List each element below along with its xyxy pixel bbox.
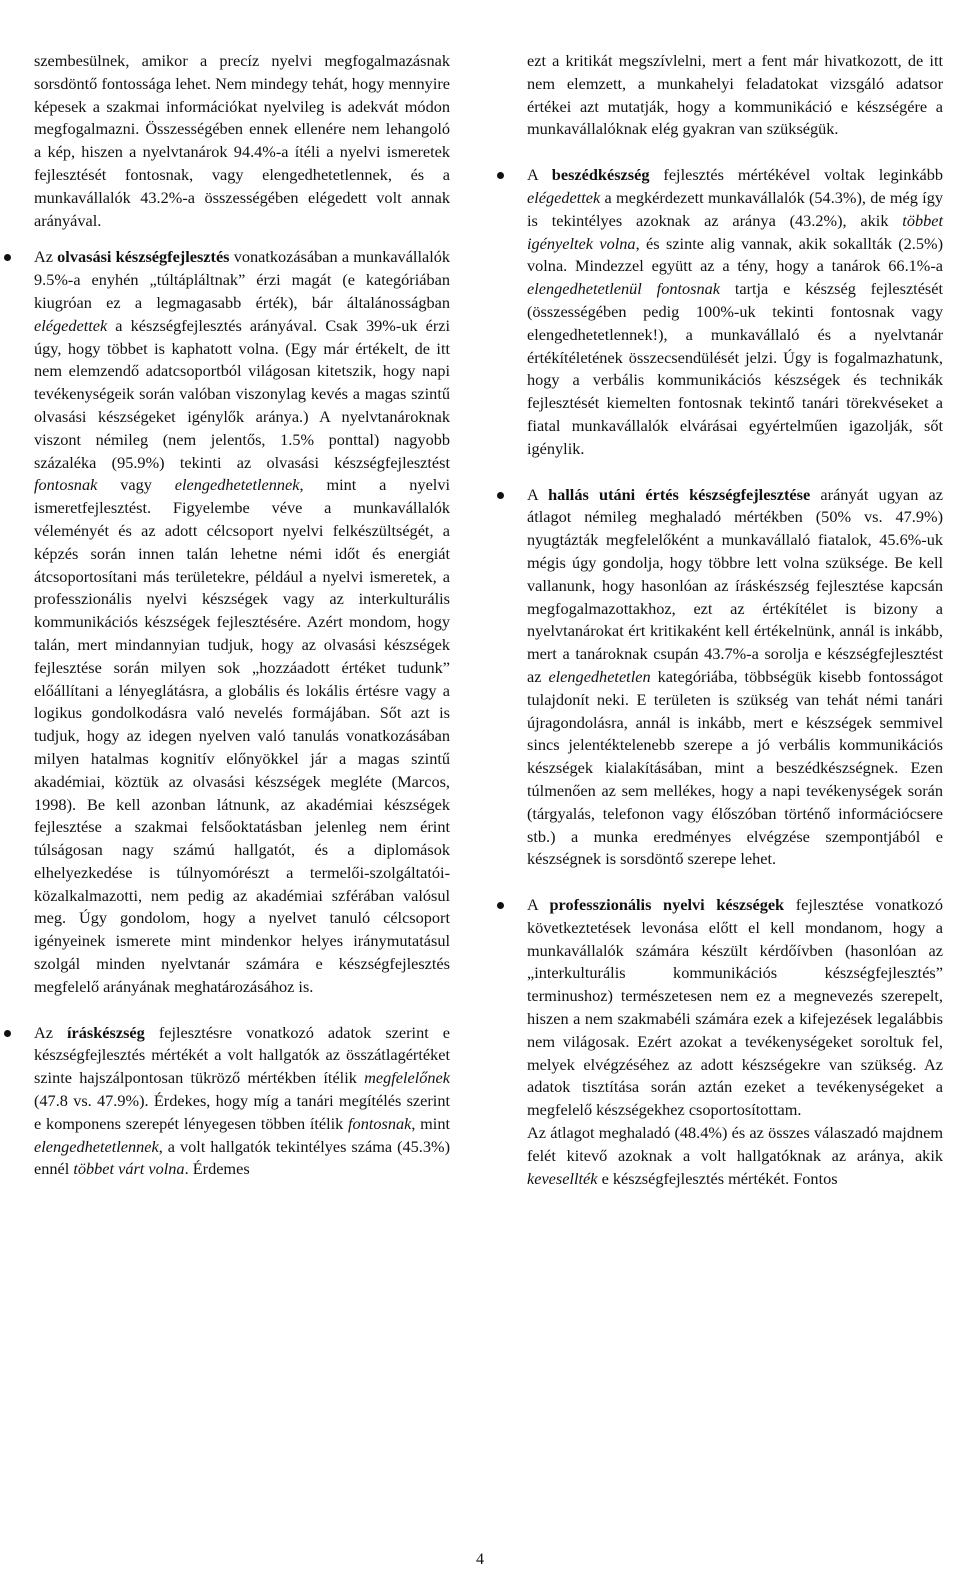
bullet-dot-icon	[4, 1030, 11, 1037]
bullet-listening-skills	[527, 484, 943, 872]
right-column	[527, 50, 943, 1190]
bullet-reading-skills	[34, 246, 450, 998]
professional-skills-paragraph-2: Az átlagot meghaladó (48.4%) és az összes válaszadó majdnem felét kitevő azoknak a volt hallgatóknak az aránya, akik kevesellték e készségfejlesztés mértékét. Fontos	[527, 1123, 943, 1188]
bullet-dot-icon	[497, 492, 504, 499]
bullet-dot-icon	[497, 172, 504, 179]
left-intro-paragraph: szembesülnek, amikor a precíz nyelvi megfogalmazásnak sorsdöntő fontossága lehet. Nem mindegy tehát, hogy mennyire képesek a szakmai információkat nyelvileg is adekvát módon megfogalmazni. Összességében ennek ellenére nem lehangoló a kép, hiszen a nyelvtanárok 94.4%-a ítéli a nyelvi ismeretek fejlesztését fontosnak, vagy elengedhetetlennek, és a munkavállalók 43.2%-a összességében elégedett volt annak arányával.	[34, 51, 450, 230]
listening-skills-paragraph: A hallás utáni értés készségfejlesztése arányát ugyan az átlagot némileg meghaladó mértékben (50% vs. 47.9%) nyugtázták megfelelőként a munkavállaló fiatalok, 45.6%-uk mégis úgy gondolja, hogy többre lett volna szüksége. Be kell vallanunk, hogy hasonlóan az íráskészség fejlesztése kapcsán megfogalmazottakhoz, ezt az értékítélet is bizony a nyelvtanárokat ért kritikaként kell értékelnünk, annál is inkább, mert a tanároknak csupán 43.7%-a sorolja e készségfejlesztést az elengedhetetlen kategóriába, többségük kisebb fontosságot tulajdonít neki. E területen is szükség van tehát némi tanári újragondolásra, annál is inkább, mert e készségek semmivel sincs jelentéktelenebb szerepe a jó verbális kommunikációs készségek kialakításában, mint a beszédkészségnek. Ezen túlmenően az sem mellékes, hogy a napi tevékenységek során (tárgyalás, telefonon vagy élőszóban történő információcsere stb.) a munka eredményes elvégzése szempontjából e készségnek is sorsdöntő szerepe lehet.	[527, 484, 944, 869]
bullet-speaking-skills	[527, 164, 943, 460]
writing-skills-paragraph: Az íráskészség fejlesztésre vonatkozó adatok szerint e készségfejlesztés mértékét a volt hallgatók az összátlagértéket szinte hajszálpontosan tükröző mértékben ítélik megfelelőnek (47.8 vs. 47.9%). Érdekes, hogy míg a tanári megítélés szerint e komponens szerepét lényegesen többen ítélik fontosnak, mint elengedhetetlennek, a volt hallgatók tekintélyes száma (45.3%) ennél többet várt volna. Érdemes	[34, 1022, 450, 1179]
bullet-professional-skills	[527, 894, 943, 1190]
bullet-writing-skills	[34, 1022, 450, 1182]
left-column	[34, 50, 450, 1181]
professional-skills-paragraph: A professzionális nyelvi készségek fejlesztése vonatkozó következtetések levonása előtt el kell mondanom, hogy a munkavállalók számára készült kérdőívben (hasonlóan az „interkulturális kommunikációs készségfejlesztés” terminushoz) természetesen nem ez a megnevezés szerepelt, hiszen a nem szakmabéli számára ezek a kifejezések legalábbis nem világosak. Ezért azokat a tevékenységeket soroltuk fel, melyek elvégzéséhez az adott készségekre van szükség. Az adatok tisztítása során aztán ezeket a tevékenységeket a megfelelő készségekhez csoportosítottam.	[527, 895, 944, 1120]
bullet-dot-icon	[4, 254, 11, 261]
speaking-skills-paragraph: A beszédkészség fejlesztés mértékével voltak leginkább elégedettek a megkérdezett munkavállalók (54.3%), de még így is tekintélyes azoknak az aránya (43.2%), akik többet igényeltek volna, és szinte alig vannak, akik sokallták (2.5%) volna. Mindezzel együtt az a tény, hogy a tanárok 66.1%-a elengedhetetlenül fontosnak tartja e készség fejlesztését (összességében pedig 100%-uk tekinti fontosnak vagy elengedhetetlennek!), a munkavállaló és a nyelvtanár értékítéletének összecsendülését jelzi. Úgy is fogalmazhatunk, hogy a verbális kommunikációs készségek és technikák fejlesztését kiemelten fontosnak tekintő tanári törekvéseket a fiatal munkavállalók elvárásai egyértelműen igazolják, sőt igénylik.	[527, 165, 944, 458]
reading-skills-paragraph: Az olvasási készségfejlesztés vonatkozásában a munkavállalók 9.5%-a enyhén „túltápláltnak” érzi magát (e kategóriában kiugróan ez a legmagasabb érték), bár általánosságban elégedettek a készségfejlesztés arányával. Csak 39%-uk érzi úgy, hogy többet is kaphatott volna. (Egy már értékelt, de itt nem elemzendő adatcsoportból világosan kitetszik, hogy napi tevékenységeik során valóban viszonylag kevés a magas szintű olvasási készségeket igénylők aránya.) A nyelvtanároknak viszont némileg (nem jelentős, 1.5% ponttal) nagyobb százaléka (95.9%) tekinti az olvasási készségfejlesztést fontosnak vagy elengedhetetlennek, mint a nyelvi ismeretfejlesztést. Figyelembe véve a munkavállalók véleményét és az adott célcsoport nyelvi felkészültségét, a képzés során innen talán lehetne némi időt és energiát átcsoportosítani más területekre, például a nyelvi ismeretek, a professzionális nyelvi készségek vagy az interkulturális kommunikációs készségek fejlesztésére. Azért mondom, hogy talán, mert mindannyian tudjuk, hogy az olvasási készségek fejlesztése során milyen sok „hozzáadott értéket tudunk” előállítani a lényeglátásra, a globális és lokális értésre vagy a logikus gondolkodásra való nevelés formájában. Sőt azt is tudjuk, hogy az idegen nyelven való tanulás vonatkozásában milyen hatalmas kognitív előnyökkel jár a magas szintű akadémiai, köztük az olvasási készségek megléte (Marcos, 1998). Be kell azonban látnunk, az akadémiai készségek fejlesztése a szakmai felsőoktatásban jelenleg nem érint túlságosan nagy számú hallgatót, és a diplomások elhelyezkedése is túlnyomórészt a termelői-szolgáltatói-közalkalmazotti, nem pedig az akadémiai szférában valósul meg. Úgy gondolom, hogy a nyelvet tanuló célcsoport igényeinek ismerete mint mindenkor helyes iránymutatásul szolgál minden nyelvtanár számára e készségfejlesztés megfelelő arányának meghatározásához is.	[34, 247, 451, 996]
page-number: 4	[476, 1551, 484, 1568]
bullet-dot-icon	[497, 902, 504, 909]
right-intro-paragraph: ezt a kritikát megszívlelni, mert a fent már hivatkozott, de itt nem elemzett, a munkahelyi feladatokat vizsgáló adatsor értékei azt mutatják, hogy a kommunikáció e készségére a munkavállalóknak elég gyakran van szükségük.	[527, 51, 943, 139]
